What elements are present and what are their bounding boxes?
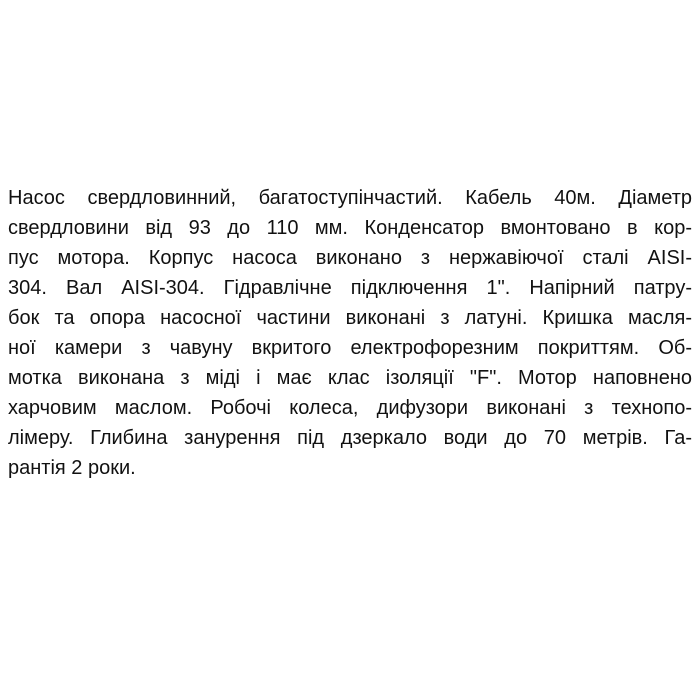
description-line: ної камери з чавуну вкритого електрофорезним покриттям. Об- bbox=[8, 337, 692, 359]
description-line: свердловини від 93 до 110 мм. Конденсатор вмонтовано в кор- bbox=[8, 217, 692, 239]
description-line: мотка виконана з міді і має клас ізоляції "F". Мотор наповнено bbox=[8, 367, 692, 389]
description-line: бок та опора насосної частини виконані з латуні. Кришка масля- bbox=[8, 307, 692, 329]
description-line: харчовим маслом. Робочі колеса, дифузори виконані з технопо- bbox=[8, 397, 692, 419]
description-line: рантія 2 роки. bbox=[8, 457, 136, 479]
description-line: лімеру. Глибина занурення під дзеркало води до 70 метрів. Га- bbox=[8, 427, 692, 449]
description-line: Насос свердловинний, багатоступінчастий. Кабель 40м. Діаметр bbox=[8, 187, 692, 209]
product-description bbox=[8, 183, 692, 483]
description-line: 304. Вал AISI-304. Гідравлічне підключення 1". Напірний патру- bbox=[8, 277, 692, 299]
description-line: пус мотора. Корпус насоса виконано з нержавіючої сталі AISI- bbox=[8, 247, 692, 269]
